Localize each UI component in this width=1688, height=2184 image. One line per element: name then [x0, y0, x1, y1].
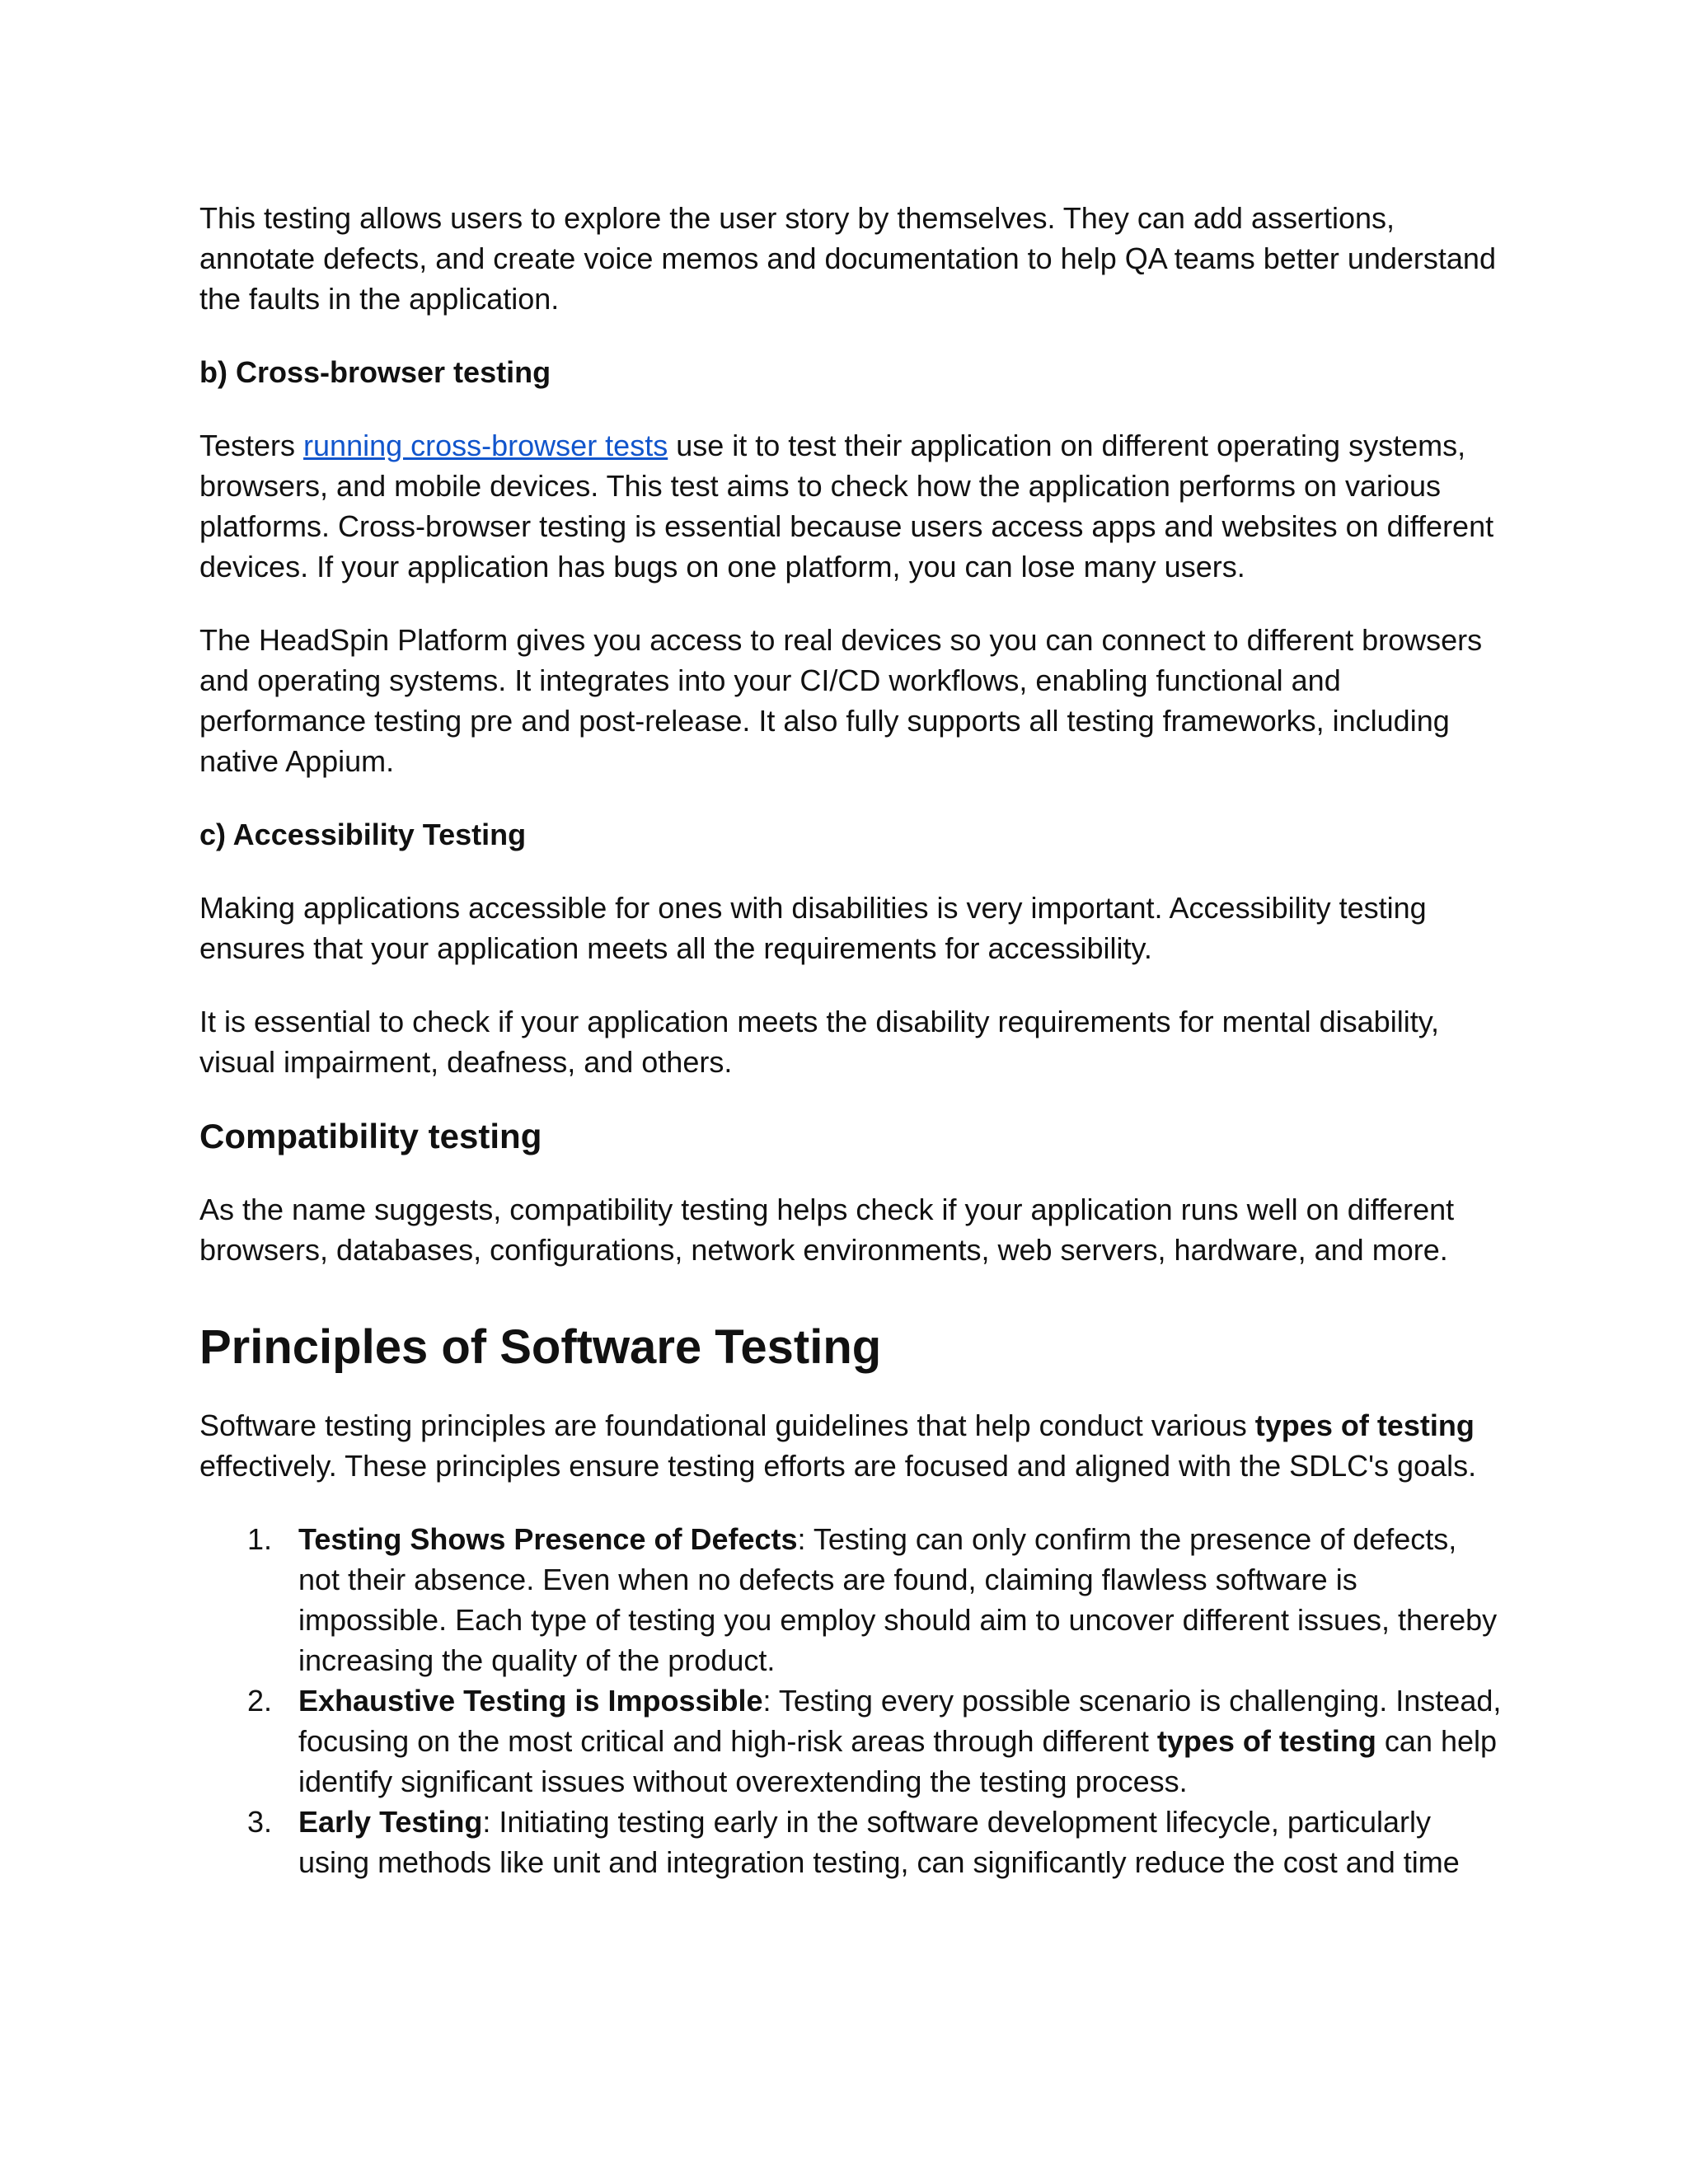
- paragraph-accessibility: Making applications accessible for ones with disabilities is very important. Accessibility testing ensures that your application meets all the requirements for accessibility.: [199, 891, 1427, 965]
- list-item-text: : Initiating testing early in the software development lifecycle, particularly using methods like unit and integration testing, can significantly reduce the cost and time: [298, 1805, 1460, 1879]
- paragraph-cross-browser: [199, 425, 1502, 587]
- list-item-text: can help identify significant issues without overextending the testing process.: [298, 1724, 1498, 1798]
- list-item-title: Early Testing: [298, 1805, 483, 1839]
- bold-types-of-testing: types of testing: [1156, 1724, 1376, 1758]
- list-number: 1.: [247, 1522, 273, 1556]
- text-segment: effectively. These principles ensure testing efforts are focused and aligned with the SDLC's goals.: [199, 1449, 1477, 1483]
- list-number: 3.: [247, 1805, 273, 1839]
- paragraph-principles-intro: [199, 1405, 1502, 1486]
- text-segment: Software testing principles are foundational guidelines that help conduct various: [199, 1408, 1255, 1442]
- principles-list: [199, 1519, 1502, 1882]
- list-item: [199, 1802, 1502, 1882]
- bold-types-of-testing: types of testing: [1254, 1408, 1475, 1442]
- list-item: [199, 1519, 1502, 1680]
- list-item-title: Testing Shows Presence of Defects: [298, 1522, 798, 1556]
- heading-accessibility: c) Accessibility Testing: [199, 818, 527, 851]
- list-item-title: Exhaustive Testing is Impossible: [298, 1684, 763, 1718]
- paragraph-compatibility: As the name suggests, compatibility testing helps check if your application runs well on different browsers, databases, configurations, network environments, web servers, hardware, and more.: [199, 1193, 1455, 1267]
- paragraph-disability-requirements: It is essential to check if your application meets the disability requirements for mental disability, visual impairment, deafness, and others.: [199, 1005, 1440, 1079]
- list-item: [199, 1680, 1502, 1802]
- heading-cross-browser: b) Cross-browser testing: [199, 355, 551, 389]
- text-segment: use it to test their application on different operating systems, browsers, and mobile devices. This test aims to check how the application performs on various platforms. Cross-browser testing is essential because users access apps and websites on different devices. If your application has bugs on one platform, you can lose many users.: [199, 429, 1494, 583]
- document-page: [199, 198, 1502, 1882]
- list-item-text: : Testing can only confirm the presence of defects, not their absence. Even when no defects are found, claiming flawless software is impossible. Each type of testing you employ should aim to uncover different issues, thereby increasing the quality of the product.: [298, 1522, 1498, 1677]
- list-item-text: : Testing every possible scenario is challenging. Instead, focusing on the most critical and high-risk areas through different: [298, 1684, 1502, 1758]
- paragraph-exploratory: This testing allows users to explore the user story by themselves. They can add assertions, annotate defects, and create voice memos and documentation to help QA teams better understand the faults in the application.: [199, 201, 1496, 316]
- link-running-cross-browser-tests[interactable]: running cross-browser tests: [303, 429, 668, 462]
- list-number: 2.: [247, 1684, 273, 1718]
- paragraph-headspin: The HeadSpin Platform gives you access to real devices so you can connect to different browsers and operating systems. It integrates into your CI/CD workflows, enabling functional and performance testing pre and post-release. It also fully supports all testing frameworks, including native Appium.: [199, 623, 1483, 778]
- heading-principles: Principles of Software Testing: [199, 1320, 882, 1374]
- text-segment: Testers: [199, 429, 304, 462]
- heading-compatibility: Compatibility testing: [199, 1117, 542, 1155]
